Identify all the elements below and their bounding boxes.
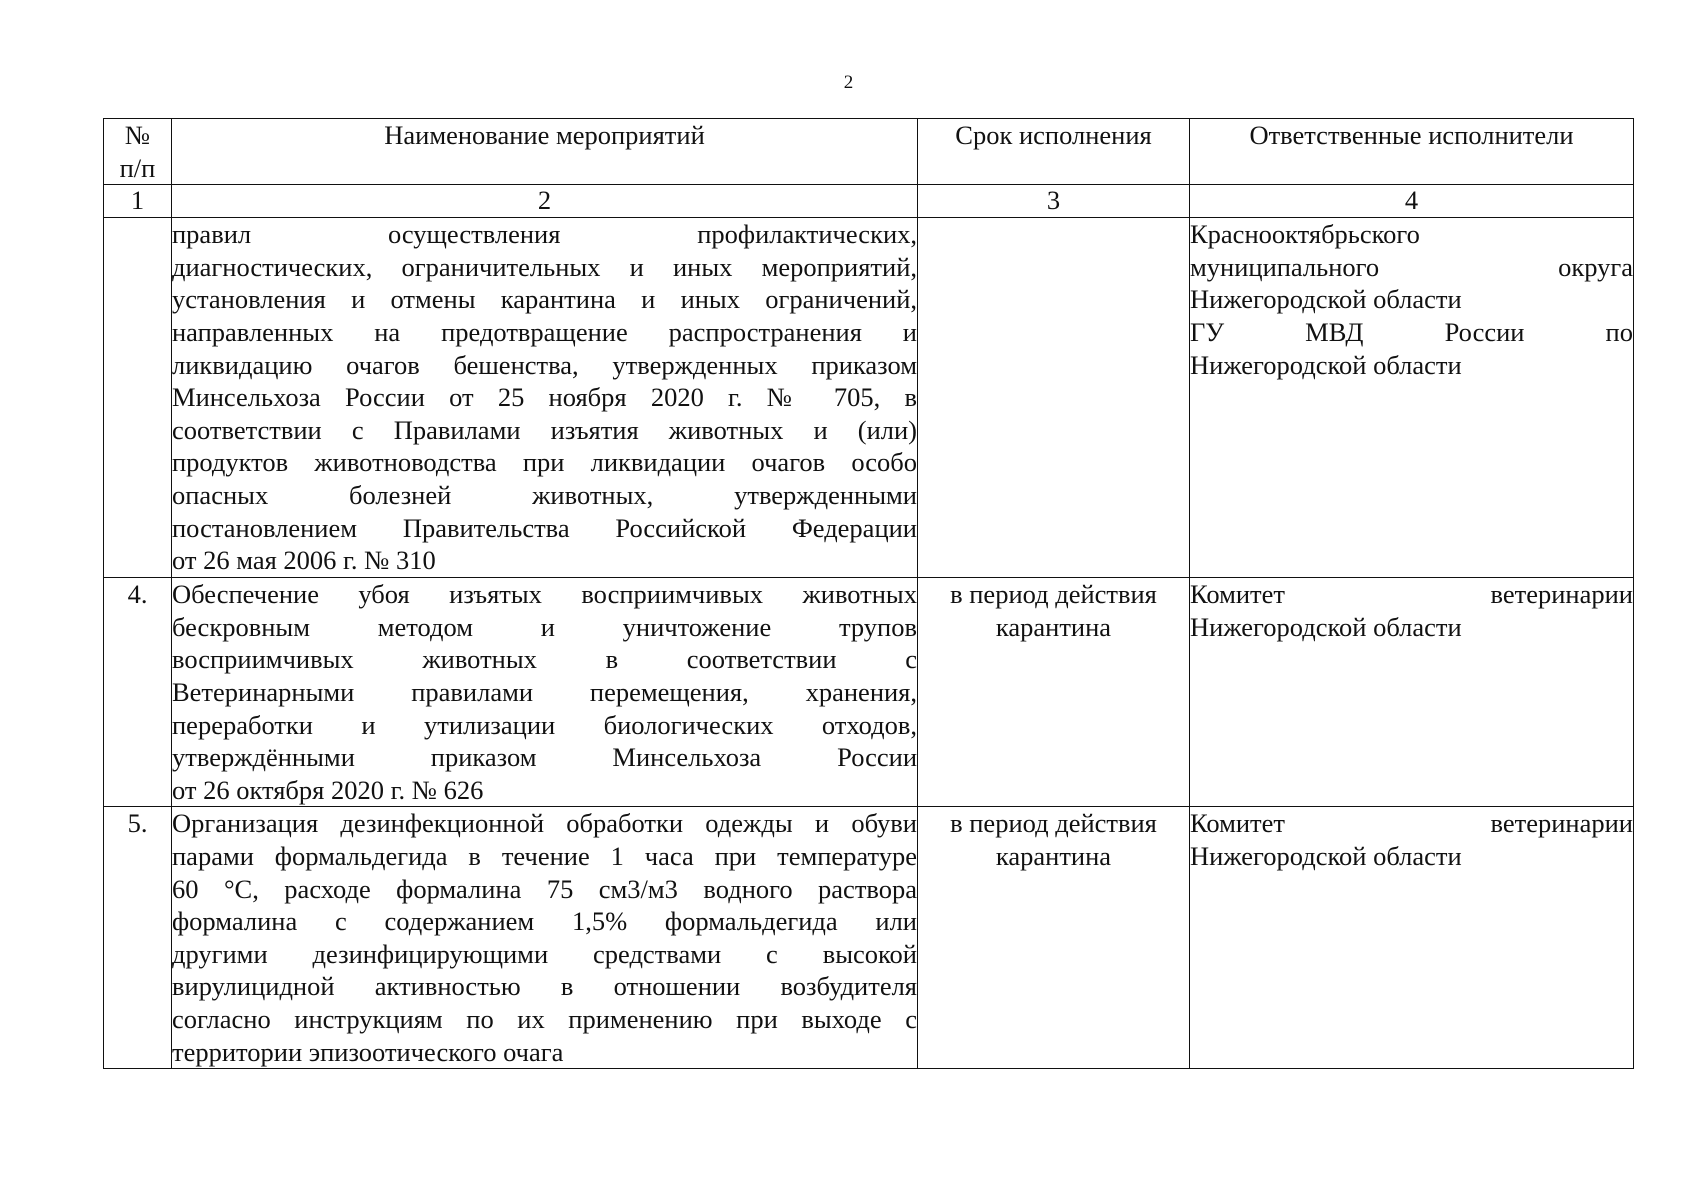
- responsible: Краснооктябрьского муниципального округа Нижегородской области ГУ МВД России по Нижегородской области: [1190, 218, 1634, 578]
- deadline: [918, 218, 1190, 578]
- responsible: Комитет ветеринарии Нижегородской области: [1190, 578, 1634, 807]
- column-index-row: [104, 185, 1634, 218]
- table-row: [104, 578, 1634, 807]
- header-term: Срок исполнения: [918, 119, 1190, 185]
- table-row: [104, 807, 1634, 1069]
- responsible: Комитет ветеринарии Нижегородской области: [1190, 807, 1634, 1069]
- table-row: [104, 218, 1634, 578]
- measure-name: правил осуществления профилактических, диагностических, ограничительных и иных мероприятий, установления и отмены карантина и иных ограничений, направленных на предотвращение распространения и ликвидацию очагов бешенства, утвержденных приказом Минсельхоза России от 25 ноября 2020 г. № 705, в соответствии с Правилами изъятия животных и (или) продуктов животноводства при ликвидации очагов особо опасных болезней животных, утвержденными постановлением Правительства Российской Федерации от 26 мая 2006 г. № 310: [172, 218, 918, 578]
- column-index: 4: [1190, 185, 1634, 218]
- deadline: в период действия карантина: [918, 578, 1190, 807]
- header-responsible: Ответственные исполнители: [1190, 119, 1634, 185]
- page-number: 2: [843, 72, 854, 93]
- measure-name: Организация дезинфекционной обработки одежды и обуви парами формальдегида в течение 1 часа при температуре 60 °С, расходе формалина 75 см3/м3 водного раствора формалина с содержанием 1,5% формальдегида или другими дезинфицирующими средствами с высокой вирулицидной активностью в отношении возбудителя согласно инструкциям по их применению при выходе с территории эпизоотического очага: [172, 807, 918, 1069]
- row-number: 5.: [104, 807, 172, 1069]
- header-name: Наименование мероприятий: [172, 119, 918, 185]
- measures-table: [103, 118, 1634, 1069]
- measure-name: Обеспечение убоя изъятых восприимчивых животных бескровным методом и уничтожение трупов восприимчивых животных в соответствии с Ветеринарными правилами перемещения, хранения, переработки и утилизации биологических отходов, утверждёнными приказом Минсельхоза России от 26 октября 2020 г. № 626: [172, 578, 918, 807]
- header-row: [104, 119, 1634, 185]
- header-number: № п/п: [104, 119, 172, 185]
- row-number: 4.: [104, 578, 172, 807]
- row-number: [104, 218, 172, 578]
- column-index: 2: [172, 185, 918, 218]
- column-index: 3: [918, 185, 1190, 218]
- column-index: 1: [104, 185, 172, 218]
- deadline: в период действия карантина: [918, 807, 1190, 1069]
